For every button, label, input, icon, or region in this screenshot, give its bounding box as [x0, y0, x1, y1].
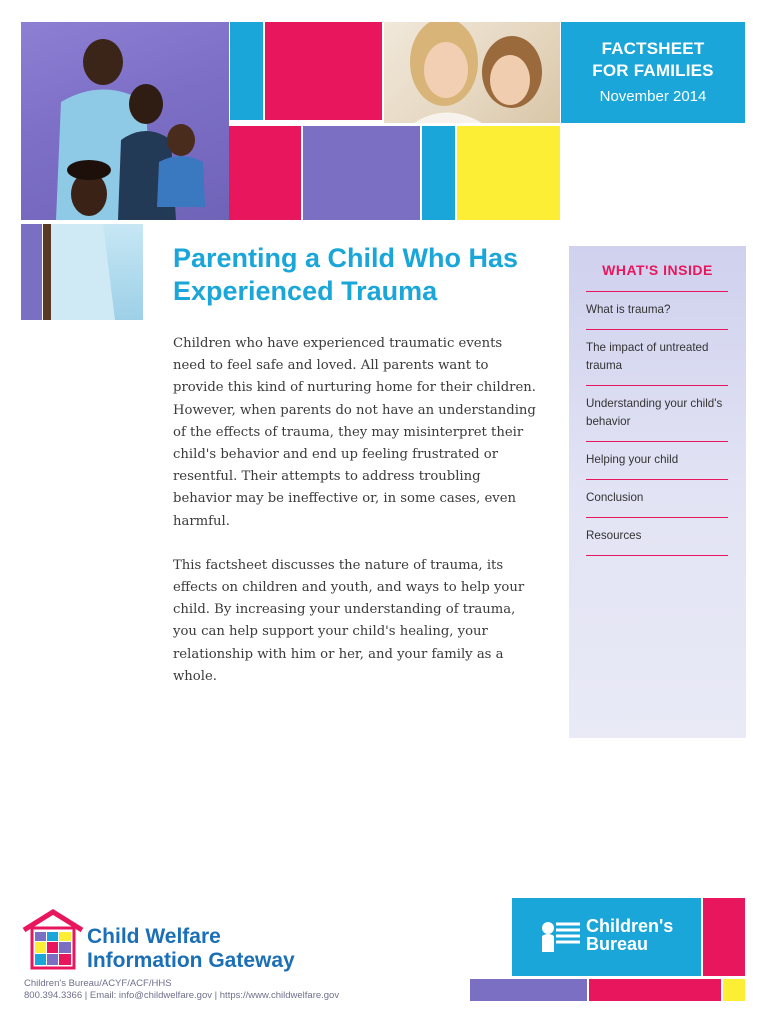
title-line1: Parenting a Child Who Has	[173, 243, 519, 273]
mother-daughter-photo	[384, 22, 560, 123]
paragraph: This factsheet discusses the nature of trauma, its effects on children and youth, and ways to help your child. By increasing your understanding of trauma, you can help support your child's healing, your relationship with him or her, and your family as a whole.	[173, 557, 525, 684]
factsheet-banner	[561, 22, 745, 123]
factsheet-title	[561, 38, 745, 82]
sidebar-item-impact[interactable]: The impact of untreated trauma	[586, 329, 728, 385]
gateway-logo-text	[87, 925, 295, 973]
page-title	[173, 242, 553, 308]
title-line2: Experienced Trauma	[173, 276, 438, 306]
color-block	[265, 22, 382, 120]
color-block	[589, 979, 721, 1001]
footer-org: Children's Bureau/ACYF/ACF/HHS	[24, 978, 172, 989]
footer-contact	[24, 990, 339, 1001]
childrens-bureau-text	[586, 917, 673, 953]
sidebar-item-conclusion[interactable]: Conclusion	[586, 479, 728, 517]
footer-email-link[interactable]: info@childwelfare.gov	[118, 990, 213, 1001]
footer-website-link[interactable]: https://www.childwelfare.gov	[219, 990, 340, 1001]
childrens-bureau-logo	[512, 898, 701, 976]
color-block	[229, 126, 301, 220]
sidebar-heading: WHAT'S INSIDE	[602, 262, 713, 278]
gateway-logo-icon	[22, 908, 84, 970]
sidebar-item-resources[interactable]: Resources	[586, 517, 728, 556]
childrens-bureau-icon	[538, 918, 582, 954]
cb-line1: Children's	[586, 916, 674, 936]
footer-separator: |	[214, 990, 218, 1001]
color-block	[21, 224, 42, 320]
sidebar-item-helping[interactable]: Helping your child	[586, 441, 728, 479]
color-block	[723, 979, 745, 1001]
footer-separator: |	[84, 990, 88, 1001]
mother-daughter-illustration	[384, 22, 560, 123]
color-block	[703, 898, 745, 976]
footer-phone: 800.394.3366	[24, 990, 83, 1001]
sidebar-item-what-is-trauma[interactable]: What is trauma?	[586, 291, 728, 329]
paragraph: Children who have experienced traumatic events need to feel safe and loved. All parents want to provide this kind of nurturing home for their children. However, when parents do not have an understanding of the effects of trauma, they may misinterpret their child's behavior and end up feeling frustrated or resentful. Their attempts to address troubling behavior may be ineffective or, in some cases, even harmful.	[173, 336, 536, 529]
girl-illustration	[43, 224, 143, 320]
family-illustration	[21, 22, 229, 220]
color-block	[457, 126, 560, 220]
logo-line1: Child Welfare	[87, 925, 221, 948]
sidebar-item-understanding[interactable]: Understanding your child's behavior	[586, 385, 728, 441]
color-block	[303, 126, 420, 220]
cb-line2: Bureau	[586, 934, 649, 954]
whats-inside-sidebar	[569, 246, 746, 738]
color-block	[422, 126, 455, 220]
girl-photo	[43, 224, 143, 320]
footer-email-label: Email:	[89, 990, 119, 1001]
article-body	[173, 333, 538, 710]
factsheet-line1: FACTSHEET	[601, 39, 705, 58]
publication-date: November 2014	[599, 88, 707, 105]
color-block	[230, 22, 263, 120]
sidebar-list	[586, 291, 728, 556]
family-photo	[21, 22, 229, 220]
color-block	[470, 979, 587, 1001]
logo-line2: Information Gateway	[87, 949, 295, 972]
factsheet-line2: FOR FAMILIES	[592, 61, 714, 80]
